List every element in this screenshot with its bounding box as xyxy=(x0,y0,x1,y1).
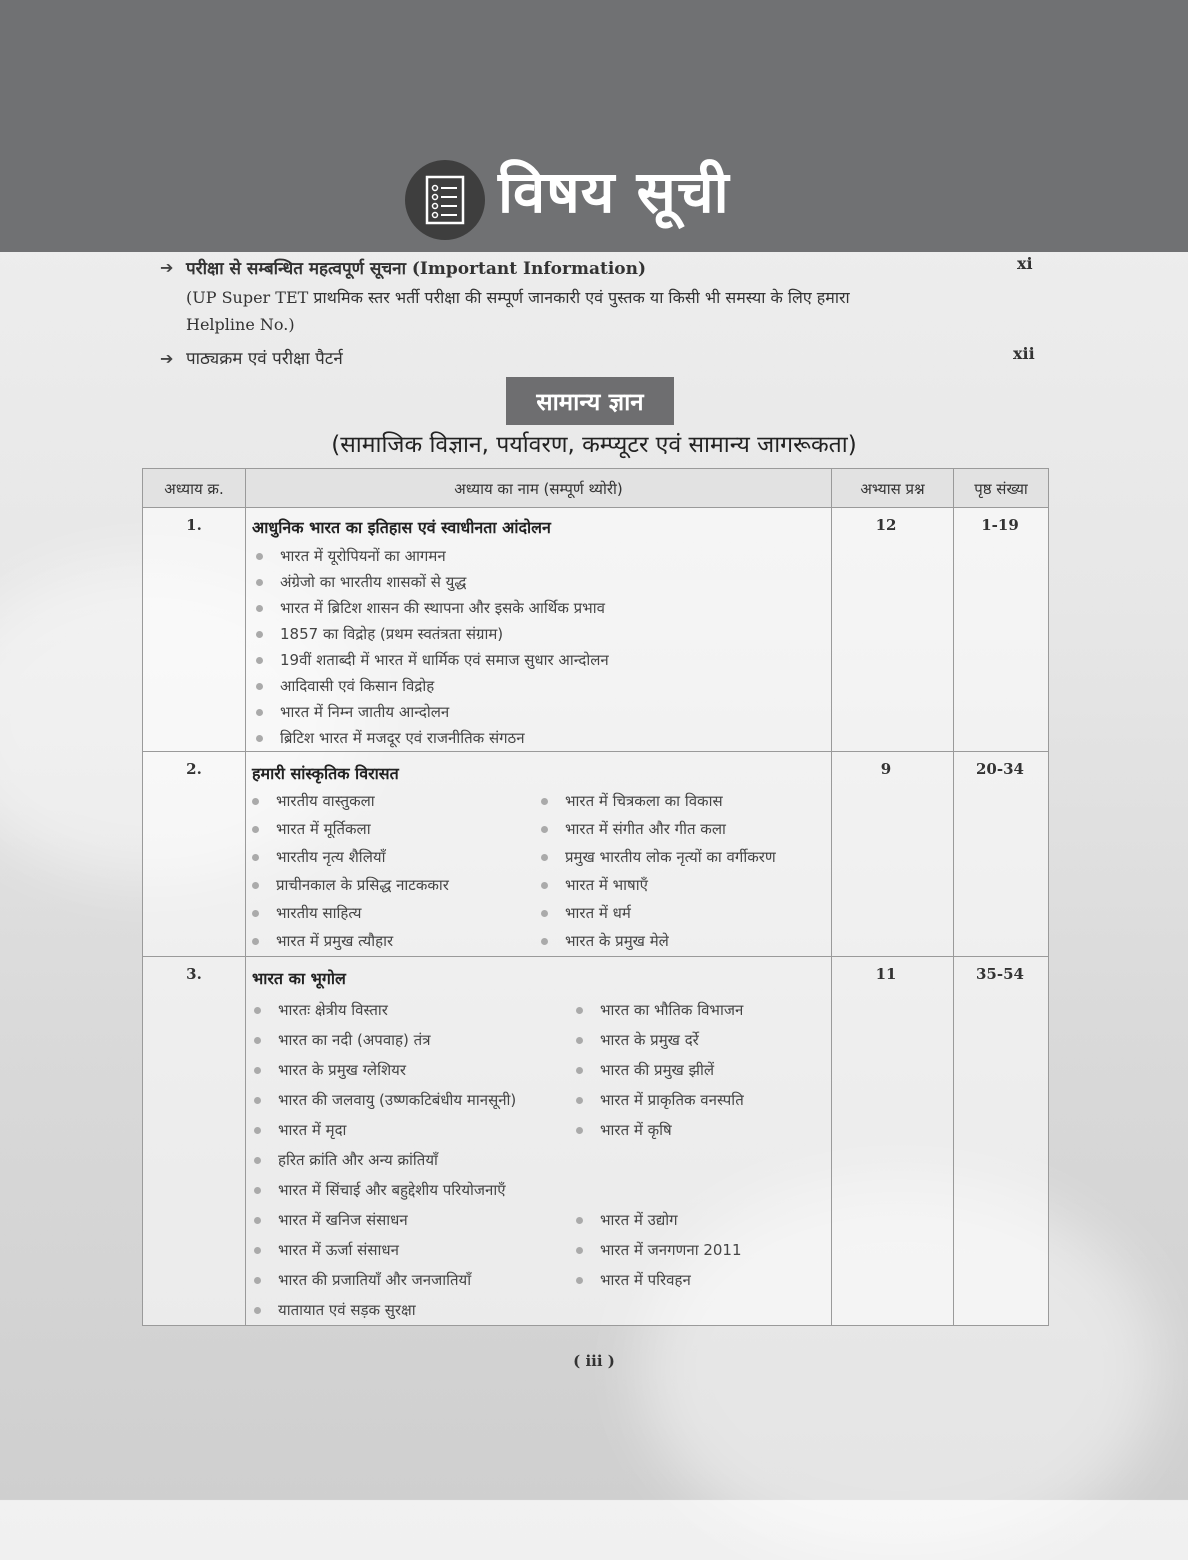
table-divider xyxy=(953,468,954,1326)
topic-item: 1857 का विद्रोह (प्रथम स्वतंत्रता संग्राम) xyxy=(252,621,609,647)
section-title: सामान्य ज्ञान xyxy=(506,377,674,425)
topic-item: ब्रिटिश भारत में मजदूर एवं राजनीतिक संगठन xyxy=(252,725,609,751)
chapter-questions: 12 xyxy=(875,516,897,534)
page-title: विषय सूची xyxy=(498,158,730,226)
topic-item: भारत में मृदा xyxy=(250,1115,516,1145)
topic-item: भारत की प्रमुख झीलें xyxy=(572,1055,744,1085)
topic-list xyxy=(252,543,609,751)
intro-entry-title: परीक्षा से सम्बन्धित महत्वपूर्ण सूचना (Important Information) xyxy=(186,259,647,279)
table-divider xyxy=(142,507,1049,508)
topic-item: भारत में उद्योग xyxy=(572,1205,744,1235)
topic-item: भारत में प्रमुख त्यौहार xyxy=(248,927,449,955)
topic-item: भारत में ब्रिटिश शासन की स्थापना और इसके आर्थिक प्रभाव xyxy=(252,595,609,621)
topic-item: भारत के प्रमुख दर्रे xyxy=(572,1025,744,1055)
topic-item: भारत में कृषि xyxy=(572,1115,744,1145)
topic-item: भारत में भाषाएँ xyxy=(537,871,776,899)
topic-item: आदिवासी एवं किसान विद्रोह xyxy=(252,673,609,699)
intro-entry-note: (UP Super TET प्राथमिक स्तर भर्ती परीक्षा की सम्पूर्ण जानकारी एवं पुस्तक या किसी भी समस्या के लिए हमारा xyxy=(186,288,850,307)
topic-item: भारत के प्रमुख मेले xyxy=(537,927,776,955)
table-divider xyxy=(142,751,1049,752)
topic-item: भारत में मूर्तिकला xyxy=(248,815,449,843)
topic-item: भारत में धर्म xyxy=(537,899,776,927)
topic-item: हरित क्रांति और अन्य क्रांतियाँ xyxy=(250,1145,516,1175)
topic-item: भारत की जलवायु (उष्णकटिबंधीय मानसूनी) xyxy=(250,1085,516,1115)
arrow-icon: ➔ xyxy=(160,349,174,368)
page-number: ( iii ) xyxy=(573,1352,615,1370)
topic-item: यातायात एवं सड़क सुरक्षा xyxy=(250,1295,516,1325)
chapter-pages: 1-19 xyxy=(981,516,1019,534)
arrow-icon: ➔ xyxy=(160,258,174,277)
chapter-pages: 35-54 xyxy=(976,965,1024,983)
chapter-number: 2. xyxy=(186,760,202,778)
intro-entry-title: पाठ्यक्रम एवं परीक्षा पैटर्न xyxy=(186,349,343,369)
topic-list-left xyxy=(250,995,516,1325)
topic-list-left xyxy=(248,787,449,955)
topic-item: भारत के प्रमुख ग्लेशियर xyxy=(250,1055,516,1085)
chapter-questions: 11 xyxy=(875,965,897,983)
chapter-questions: 9 xyxy=(880,760,892,778)
topic-list-right xyxy=(572,995,744,1295)
topic-item: भारतः क्षेत्रीय विस्तार xyxy=(250,995,516,1025)
chapter-number: 3. xyxy=(186,965,202,983)
topic-item: भारतीय नृत्य शैलियाँ xyxy=(248,843,449,871)
topic-item: भारत का नदी (अपवाह) तंत्र xyxy=(250,1025,516,1055)
chapter-title: आधुनिक भारत का इतिहास एवं स्वाधीनता आंदोलन xyxy=(252,518,551,537)
table-divider xyxy=(831,468,832,1326)
topic-item: भारतीय साहित्य xyxy=(248,899,449,927)
topic-item: अंग्रेजो का भारतीय शासकों से युद्ध xyxy=(252,569,609,595)
header-chapter-name: अध्याय का नाम (सम्पूर्ण थ्योरी) xyxy=(454,480,623,498)
header-chapter-no: अध्याय क्र. xyxy=(164,480,224,498)
header-pages: पृष्ठ संख्या xyxy=(974,480,1028,498)
topic-item: भारत में खनिज संसाधन xyxy=(250,1205,516,1235)
topic-item: भारत में निम्न जातीय आन्दोलन xyxy=(252,699,609,725)
topic-item: भारत में ऊर्जा संसाधन xyxy=(250,1235,516,1265)
chapter-title: भारत का भूगोल xyxy=(252,969,346,988)
topic-item: भारत का भौतिक विभाजन xyxy=(572,995,744,1025)
list-icon xyxy=(405,160,485,240)
table-divider xyxy=(142,956,1049,957)
topic-item: भारत में संगीत और गीत कला xyxy=(537,815,776,843)
topic-item: प्राचीनकाल के प्रसिद्ध नाटककार xyxy=(248,871,449,899)
topic-item: प्रमुख भारतीय लोक नृत्यों का वर्गीकरण xyxy=(537,843,776,871)
topic-item: भारतीय वास्तुकला xyxy=(248,787,449,815)
topic-item: भारत में परिवहन xyxy=(572,1265,744,1295)
topic-item: 19वीं शताब्दी में भारत में धार्मिक एवं समाज सुधार आन्दोलन xyxy=(252,647,609,673)
chapter-title: हमारी सांस्कृतिक विरासत xyxy=(252,764,399,783)
table-divider xyxy=(245,468,246,1326)
header-questions: अभ्यास प्रश्न xyxy=(860,480,925,498)
chapter-pages: 20-34 xyxy=(976,760,1024,778)
topic-list-right xyxy=(537,787,776,955)
topic-item: भारत में सिंचाई और बहुद्देशीय परियोजनाएँ xyxy=(250,1175,516,1205)
topic-item: भारत में प्राकृतिक वनस्पति xyxy=(572,1085,744,1115)
topic-item: भारत में जनगणना 2011 xyxy=(572,1235,744,1265)
intro-entry-page: xii xyxy=(1013,344,1035,363)
topic-item: भारत में यूरोपियनों का आगमन xyxy=(252,543,609,569)
intro-entry-note: Helpline No.) xyxy=(186,315,295,334)
intro-entry-page: xi xyxy=(1017,254,1033,273)
topic-item: भारत की प्रजातियाँ और जनजातियाँ xyxy=(250,1265,516,1295)
chapter-number: 1. xyxy=(186,516,202,534)
topic-item: भारत में चित्रकला का विकास xyxy=(537,787,776,815)
section-subtitle: (सामाजिक विज्ञान, पर्यावरण, कम्प्यूटर एवं सामान्य जागरूकता) xyxy=(331,432,857,458)
